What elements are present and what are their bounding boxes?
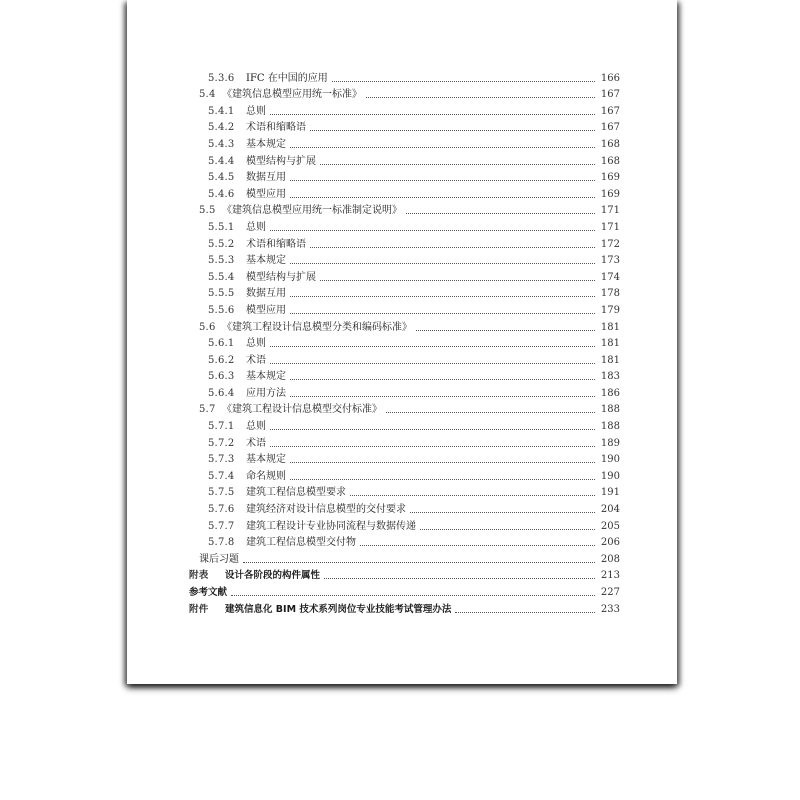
toc-entry-page-number: 171: [600, 205, 620, 217]
dot-leader: [410, 512, 595, 513]
dot-leader: [455, 612, 595, 613]
toc-entry-number: 5.7.3: [208, 454, 235, 466]
toc-entry: [127, 68, 677, 85]
toc-entry-page-number: 167: [600, 89, 620, 101]
toc-entry-title: 参考文献: [189, 587, 228, 598]
toc-entry-page-number: 181: [600, 338, 620, 350]
toc-entry-title: 数据互用: [246, 288, 286, 300]
toc-entry-title: 基本规定: [246, 138, 286, 150]
toc-entry-number: 5.4.3: [208, 138, 235, 150]
toc-entry-number: 5.6.3: [208, 371, 235, 383]
toc-entry: [127, 101, 677, 118]
dot-leader: [290, 313, 595, 314]
dot-leader: [270, 429, 595, 430]
toc-entry-title: 术语和缩略语: [246, 238, 306, 250]
dot-leader: [290, 479, 595, 480]
toc-entry-title: 课后习题: [199, 553, 239, 565]
dot-leader: [420, 529, 595, 530]
toc-entry-number: 5.5.5: [208, 288, 235, 300]
toc-entry-title: 术语和缩略语: [246, 122, 306, 134]
dot-leader: [270, 346, 595, 347]
table-of-contents: [127, 68, 677, 616]
toc-entry-title: 基本规定: [246, 371, 286, 383]
toc-entry-page-number: 206: [600, 537, 620, 549]
toc-entry: [127, 350, 677, 367]
toc-entry-title: IFC 在中国的应用: [246, 72, 328, 84]
toc-entry: [127, 151, 677, 168]
toc-entry-number: 5.5.3: [208, 255, 235, 267]
dot-leader: [290, 379, 595, 380]
toc-entry: [127, 317, 677, 334]
toc-entry-number: 5.6: [199, 321, 216, 333]
toc-entry-title: 基本规定: [246, 255, 286, 267]
toc-entry-number: 5.7.7: [208, 520, 235, 532]
toc-entry: [127, 466, 677, 483]
toc-entry-title: 建筑信息化 BIM 技术系列岗位专业技能考试管理办法: [225, 603, 452, 615]
dot-leader: [332, 81, 595, 82]
toc-entry-number: 5.6.1: [208, 338, 235, 350]
toc-entry-title: 模型应用: [246, 304, 286, 316]
toc-entry-page-number: 169: [600, 188, 620, 200]
toc-entry: [127, 184, 677, 201]
toc-entry-page-number: 167: [600, 122, 620, 134]
toc-entry-page-number: 167: [600, 105, 620, 117]
dot-leader: [416, 330, 595, 331]
toc-entry: [127, 483, 677, 500]
toc-entry-page-number: 178: [600, 288, 620, 300]
dot-leader: [270, 230, 595, 231]
toc-entry: [127, 367, 677, 384]
dot-leader: [270, 446, 595, 447]
toc-entry-title: 《建筑工程设计信息模型分类和编码标准》: [222, 321, 412, 333]
toc-entry: [127, 416, 677, 433]
toc-entry-title: 设计各阶段的构件属性: [225, 570, 321, 582]
toc-entry: [127, 334, 677, 351]
toc-entry-number: 5.3.6: [208, 72, 235, 84]
toc-entry-page-number: 168: [600, 155, 620, 167]
toc-entry-number: 5.5.4: [208, 271, 235, 283]
dot-leader: [290, 197, 595, 198]
dot-leader: [290, 263, 595, 264]
toc-entry-page-number: 227: [600, 587, 620, 598]
toc-entry-page-number: 190: [600, 470, 620, 482]
dot-leader: [350, 495, 595, 496]
toc-entry: [127, 118, 677, 135]
toc-entry-title: 总则: [246, 105, 266, 117]
toc-entry-title: 《建筑工程设计信息模型交付标准》: [222, 404, 382, 416]
toc-entry-number: 5.6.2: [208, 354, 235, 366]
toc-entry: [127, 383, 677, 400]
toc-entry: [127, 450, 677, 467]
toc-entry-title: 模型结构与扩展: [246, 155, 316, 167]
toc-entry-number: 5.7.1: [208, 421, 235, 433]
toc-entry-title: 应用方法: [246, 387, 286, 399]
toc-entry-number: 5.7.6: [208, 504, 235, 516]
toc-entry-number: 5.4.6: [208, 188, 235, 200]
toc-entry-number: 5.4.4: [208, 155, 235, 167]
toc-entry-page-number: 188: [600, 421, 620, 433]
toc-entry-title: 《建筑信息模型应用统一标准制定说明》: [222, 205, 402, 217]
toc-entry-page-number: 168: [600, 138, 620, 150]
toc-entry-title: 术语: [246, 354, 266, 366]
toc-entry-number: 附表: [189, 570, 209, 582]
toc-entry: [127, 168, 677, 185]
toc-entry-number: 5.7.5: [208, 487, 235, 499]
toc-entry-title: 建筑工程设计专业协同流程与数据传递: [246, 520, 416, 532]
toc-entry-number: 5.4.5: [208, 172, 235, 184]
toc-entry-title: 《建筑信息模型应用统一标准》: [222, 89, 362, 101]
toc-entry-number: 5.5.6: [208, 304, 235, 316]
toc-entry-title: 术语: [246, 437, 266, 449]
toc-entry-title: 模型应用: [246, 188, 286, 200]
toc-entry-page-number: 190: [600, 454, 620, 466]
toc-entry-number: 附件: [189, 603, 209, 615]
toc-entry-title: 基本规定: [246, 454, 286, 466]
toc-entry-page-number: 181: [600, 321, 620, 333]
toc-entry-number: 5.6.4: [208, 387, 235, 399]
toc-entry: [127, 533, 677, 550]
toc-entry: [127, 582, 677, 599]
dot-leader: [290, 396, 595, 397]
toc-entry-page-number: 169: [600, 172, 620, 184]
toc-entry: [127, 566, 677, 583]
dot-leader: [360, 545, 595, 546]
toc-entry: [127, 251, 677, 268]
toc-entry-number: 5.7.8: [208, 537, 235, 549]
toc-entry-title: 模型结构与扩展: [246, 271, 316, 283]
dot-leader: [406, 213, 595, 214]
toc-entry: [127, 400, 677, 417]
book-page: [127, 0, 677, 684]
toc-entry-title: 建筑工程信息模型交付物: [246, 537, 356, 549]
toc-entry-title: 总则: [246, 421, 266, 433]
toc-entry: [127, 85, 677, 102]
toc-entry-page-number: 179: [600, 304, 620, 316]
toc-entry: [127, 217, 677, 234]
toc-entry-page-number: 204: [600, 504, 620, 516]
toc-entry-page-number: 181: [600, 354, 620, 366]
toc-entry: [127, 267, 677, 284]
toc-entry-page-number: 205: [600, 520, 620, 532]
toc-entry-number: 5.4.2: [208, 122, 235, 134]
toc-entry-page-number: 171: [600, 221, 620, 233]
toc-entry-number: 5.5.2: [208, 238, 235, 250]
toc-entry: [127, 201, 677, 218]
toc-entry-page-number: 183: [600, 371, 620, 383]
toc-entry: [127, 516, 677, 533]
toc-entry-page-number: 166: [600, 72, 620, 84]
toc-entry: [127, 300, 677, 317]
dot-leader: [243, 562, 595, 563]
toc-entry-page-number: 188: [600, 404, 620, 416]
toc-entry: [127, 499, 677, 516]
toc-entry-title: 建筑经济对设计信息模型的交付要求: [246, 504, 406, 516]
toc-entry-page-number: 172: [600, 238, 620, 250]
toc-entry: [127, 549, 677, 566]
toc-entry-title: 建筑工程信息模型要求: [246, 487, 346, 499]
toc-entry-page-number: 174: [600, 271, 620, 283]
toc-entry: [127, 433, 677, 450]
toc-entry-number: 5.5.1: [208, 221, 235, 233]
toc-entry-number: 5.7.4: [208, 470, 235, 482]
dot-leader: [270, 363, 595, 364]
toc-entry-number: 5.5: [199, 205, 216, 217]
toc-entry: [127, 284, 677, 301]
dot-leader: [320, 280, 595, 281]
dot-leader: [231, 595, 595, 596]
toc-entry-title: 总则: [246, 338, 266, 350]
dot-leader: [310, 130, 595, 131]
toc-entry-page-number: 208: [600, 553, 620, 565]
dot-leader: [290, 180, 595, 181]
toc-entry-page-number: 186: [600, 387, 620, 399]
dot-leader: [324, 578, 595, 579]
dot-leader: [290, 296, 595, 297]
dot-leader: [290, 147, 595, 148]
dot-leader: [290, 462, 595, 463]
toc-entry: [127, 599, 677, 616]
toc-entry-page-number: 173: [600, 255, 620, 267]
toc-entry-page-number: 233: [600, 603, 620, 615]
toc-entry: [127, 234, 677, 251]
dot-leader: [366, 97, 595, 98]
toc-entry: [127, 134, 677, 151]
toc-entry-number: 5.7: [199, 404, 216, 416]
toc-entry-page-number: 191: [600, 487, 620, 499]
dot-leader: [270, 114, 595, 115]
toc-entry-number: 5.4: [199, 89, 216, 101]
dot-leader: [386, 412, 595, 413]
toc-entry-page-number: 213: [600, 570, 620, 582]
dot-leader: [310, 247, 595, 248]
toc-entry-page-number: 189: [600, 437, 620, 449]
dot-leader: [320, 164, 595, 165]
toc-entry-title: 数据互用: [246, 172, 286, 184]
toc-entry-number: 5.4.1: [208, 105, 235, 117]
toc-entry-title: 命名规则: [246, 470, 286, 482]
toc-entry-title: 总则: [246, 221, 266, 233]
toc-entry-number: 5.7.2: [208, 437, 235, 449]
